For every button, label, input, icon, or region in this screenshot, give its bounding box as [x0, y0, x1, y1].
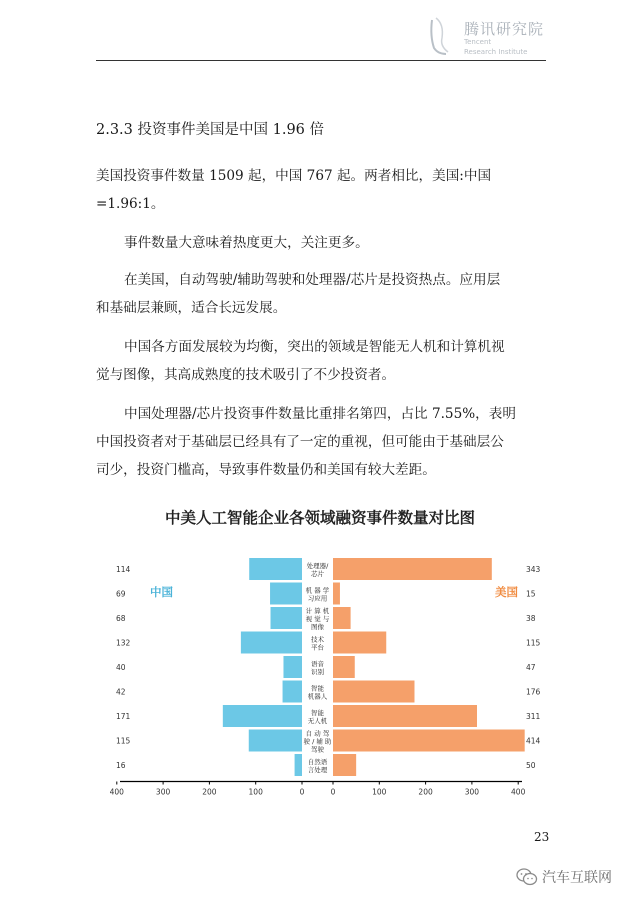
tick-label-left: 0 [299, 787, 305, 797]
category-label: 智能 [311, 709, 324, 717]
category-label: 智能 [311, 684, 324, 693]
value-label-china: 16 [116, 761, 126, 770]
bar-usa [333, 656, 355, 678]
paragraph-1-line-1: 美国投资事件数量 1509 起，中国 767 起。两者相比，美国:中国 [96, 168, 492, 184]
category-label: 驾驶 [311, 745, 324, 754]
category-label: 处理器/ [306, 562, 329, 570]
bar-china [283, 681, 302, 703]
tick-label-right: 0 [330, 787, 336, 797]
legend-china: 中国 [150, 585, 173, 599]
bar-china [241, 632, 302, 654]
value-label-usa: 115 [526, 638, 541, 648]
paragraph-2: 事件数量大意味着热度更大，关注更多。 [124, 235, 369, 251]
paragraph-5-line-1: 中国处理器/芯片投资事件数量比重排名第四，占比 7.55%，表明 [124, 406, 516, 422]
bar-usa [333, 558, 492, 580]
section-title: 2.3.3 投资事件美国是中国 1.96 倍 [96, 122, 325, 138]
chart-title: 中美人工智能企业各领域融资事件数量对比图 [164, 509, 475, 527]
category-label: 视 觉 与 [305, 615, 330, 623]
paragraph-4-line-2: 觉与图像，其高成熟度的技术吸引了不少投资者。 [96, 367, 396, 383]
value-label-usa: 15 [526, 589, 536, 599]
value-label-usa: 311 [526, 712, 541, 721]
bar-usa [333, 681, 414, 703]
header-divider [96, 60, 546, 61]
bar-usa [333, 754, 356, 776]
category-label: 机器人 [307, 692, 328, 701]
category-label: 无人机 [307, 717, 328, 725]
tick-label-right: 300 [464, 787, 480, 797]
bar-usa [333, 607, 351, 629]
category-label: 驶 / 辅 助 [303, 737, 332, 746]
wechat-watermark [516, 865, 634, 891]
bar-usa [333, 632, 386, 654]
category-label: 言处理 [307, 766, 328, 774]
logo-cn-text: 腾讯研究院 [464, 20, 545, 38]
logo-en-line1: Tencent [464, 38, 492, 46]
paragraph-5-line-2: 中国投资者对于基础层已经具有了一定的重视，但可能由于基础层公 [96, 434, 504, 450]
category-label: 图像 [311, 623, 324, 631]
category-label: 自然语 [307, 758, 328, 766]
value-label-china: 69 [116, 589, 126, 599]
category-label: 芯片 [311, 570, 324, 578]
paragraph-1-line-2: =1.96:1。 [96, 196, 165, 212]
bar-usa [333, 583, 340, 605]
tick-label-right: 200 [418, 787, 433, 797]
bar-china [223, 705, 302, 727]
bar-china [249, 558, 302, 580]
value-label-china: 68 [116, 614, 126, 623]
value-label-usa: 176 [526, 687, 541, 697]
value-label-china: 115 [116, 736, 131, 746]
value-label-usa: 414 [526, 736, 541, 746]
tick-label-left: 300 [155, 787, 171, 797]
category-label: 计 算 机 [305, 607, 330, 615]
tick-label-right: 400 [511, 787, 526, 797]
tick-label-right: 100 [372, 787, 387, 797]
value-label-usa: 38 [526, 614, 536, 623]
value-label-china: 171 [116, 712, 131, 721]
tick-label-left: 100 [248, 787, 263, 797]
wechat-icon [516, 867, 538, 887]
header-logo [428, 14, 548, 58]
category-label: 自 动 驾 [305, 729, 330, 738]
category-label: 平台 [311, 643, 324, 652]
tick-label-left: 200 [202, 787, 217, 797]
category-label: 技术 [311, 635, 324, 644]
bar-usa [333, 705, 477, 727]
paragraph-3-line-2: 和基础层兼顾，适合长远发展。 [96, 300, 287, 316]
tencent-logo-icon [428, 16, 450, 56]
bar-china [270, 583, 302, 605]
category-label: 机 器 学 [305, 586, 330, 595]
value-label-china: 42 [116, 687, 126, 697]
value-label-usa: 343 [526, 565, 541, 574]
bar-china [249, 730, 302, 752]
value-label-usa: 50 [526, 761, 536, 770]
legend-usa: 美国 [495, 585, 518, 599]
paragraph-5-line-3: 司少，投资门槛高，导致事件数量仍和美国有较大差距。 [96, 462, 436, 478]
value-label-china: 114 [116, 565, 131, 574]
paragraph-4-line-1: 中国各方面发展较为均衡，突出的领域是智能无人机和计算机视 [124, 339, 505, 355]
paragraph-3-line-1: 在美国，自动驾驶/辅助驾驶和处理器/芯片是投资热点。应用层 [124, 272, 501, 288]
category-label: 语音 [311, 660, 324, 668]
watermark-text: 汽车互联网 [542, 870, 612, 886]
value-label-china: 132 [116, 638, 131, 648]
bar-china [271, 607, 302, 629]
value-label-china: 40 [116, 663, 126, 672]
bar-china [295, 754, 302, 776]
bar-china [283, 656, 302, 678]
tick-label-left: 400 [109, 787, 124, 797]
page-number: 23 [534, 830, 550, 844]
category-label: 习应用 [307, 594, 328, 603]
value-label-usa: 47 [526, 663, 536, 672]
comparison-bar-chart [0, 540, 640, 810]
logo-en-line2: Research Institute [464, 48, 528, 56]
category-label: 识别 [311, 668, 324, 676]
bar-usa [333, 730, 525, 752]
